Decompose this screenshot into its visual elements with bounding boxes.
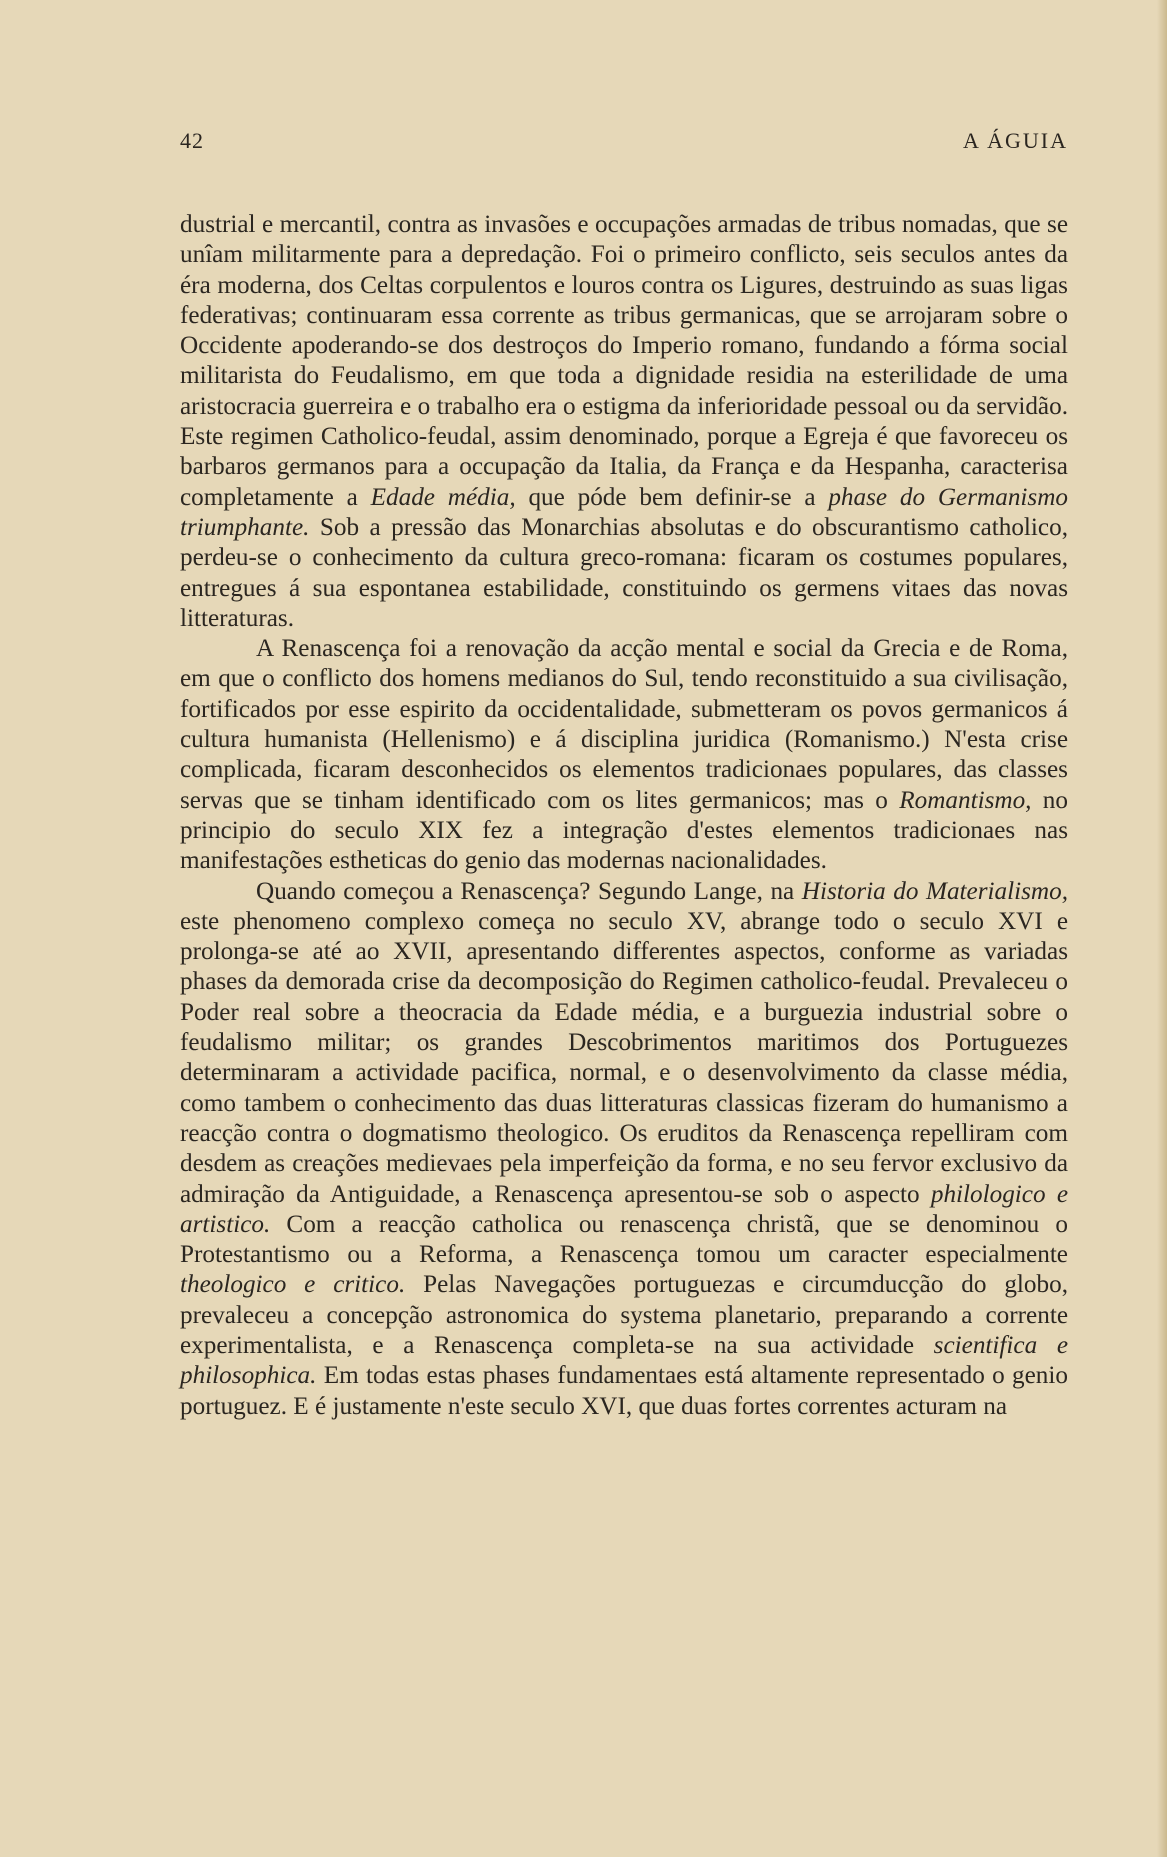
text-run: Quando começou a Renascença? Segundo Lange, na — [256, 877, 802, 905]
body-text — [180, 210, 1068, 1422]
text-run: Pelas Navegações portuguezas e circumducção do globo, prevaleceu a concepção astronomica do systema planetario, preparando a corrente experimentalista, e a Renascença completa-se na sua actividade — [180, 1271, 1068, 1359]
running-head: A ÁGUIA — [962, 128, 1068, 153]
paragraph — [180, 210, 1068, 634]
text-run: este phenomeno complexo começa no seculo XV, abrange todo o seculo XVI e prolonga-se até ao XVII, apresentando differentes aspectos, conforme as variadas phases da demorada crise da decomposição do Regimen catholico-feudal. Prevaleceu o Poder real sobre a theocracia da Edade média, e a burguezia industrial sobre o feudalismo militar; os grandes Descobrimentos maritimos dos Portuguezes determinaram a actividade pacifica, normal, e o desenvolvimento da classe média, como tambem o conhecimento das duas litteraturas classicas fizeram do humanismo a reacção contra o dogmatismo theologico. Os eruditos da Renascença repelliram com desdem as creações medievaes pela imperfeição da forma, e no seu fervor exclusivo da admiração da Antiguidade, a Renascença apresentou-se sob o aspecto — [180, 907, 1068, 1208]
page-header — [180, 128, 1068, 158]
page-number: 42 — [180, 128, 204, 153]
italic-phrase: theologico e critico. — [180, 1271, 406, 1299]
italic-phrase: Edade média, — [370, 483, 516, 511]
paragraph — [180, 634, 1068, 876]
text-run: A Renascença foi a renovação da acção mental e social da Grecia e de Roma, em que o conflicto dos homens medianos do Sul, tendo reconstituido a sua civilisação, fortificados por esse espirito da occidentalidade, submetteram os povos germanicos á cultura humanista (Hellenismo) e á disciplina juridica (Romanismo.) N'esta crise complicada, ficaram desconhecidos os elementos tradicionaes populares, das classes servas que se tinham identificado com os lites germanicos; mas o — [180, 635, 1068, 814]
italic-phrase: scientifica e philosophica. — [180, 1331, 1068, 1390]
page-edge — [1157, 0, 1167, 1857]
text-run: que póde bem definir-se a — [515, 483, 829, 511]
text-run: Sob a pressão das Monarchias absolutas e do obscurantismo catholico, perdeu-se o conhecimento da cultura greco-romana: ficaram os costumes populares, entregues á sua espontanea estabilidade, constituindo os germens vitaes das novas litteraturas. — [180, 513, 1068, 632]
text-run: no principio do seculo XIX fez a integração d'estes elementos tradicionaes nas manifestações estheticas do genio das modernas nacionalidades. — [180, 786, 1068, 875]
italic-phrase: philologico e artistico. — [180, 1180, 1068, 1238]
italic-phrase: Romantismo, — [899, 786, 1032, 814]
italic-phrase: phase do Germanismo triumphante. — [180, 483, 1068, 541]
text-run: Com a reacção catholica ou renascença christã, que se denominou o Protestantismo ou a Reforma, a Renascença tomou um caracter especialmente — [180, 1210, 1068, 1269]
text-run: dustrial e mercantil, contra as invasões e occupações armadas de tribus nomadas, que se unîam militarmente para a depredação. Foi o primeiro conflicto, seis seculos antes da éra moderna, dos Celtas corpulentos e louros contra os Ligures, destruindo as suas ligas federativas; continuaram essa corrente as tribus germanicas, que se arrojaram sobre o Occidente apoderando-se dos destroços do Imperio romano, fundando a fórma social militarista do Feudalismo, em que toda a dignidade residia na esterilidade de uma aristocracia guerreira e o trabalho era o estigma da inferioridade pessoal ou da servidão. Este regimen Catholico-feudal, assim denominado, porque a Egreja é que favoreceu os barbaros germanos para a occupação da Italia, da França e da Hespanha, caracterisa completamente a — [180, 211, 1068, 511]
paragraph — [180, 877, 1068, 1422]
italic-phrase: Historia do Materialismo, — [801, 877, 1068, 905]
text-run: Em todas estas phases fundamentaes está altamente representado o genio portuguez. E é justamente n'este seculo XVI, que duas fortes correntes acturam na — [180, 1362, 1068, 1420]
